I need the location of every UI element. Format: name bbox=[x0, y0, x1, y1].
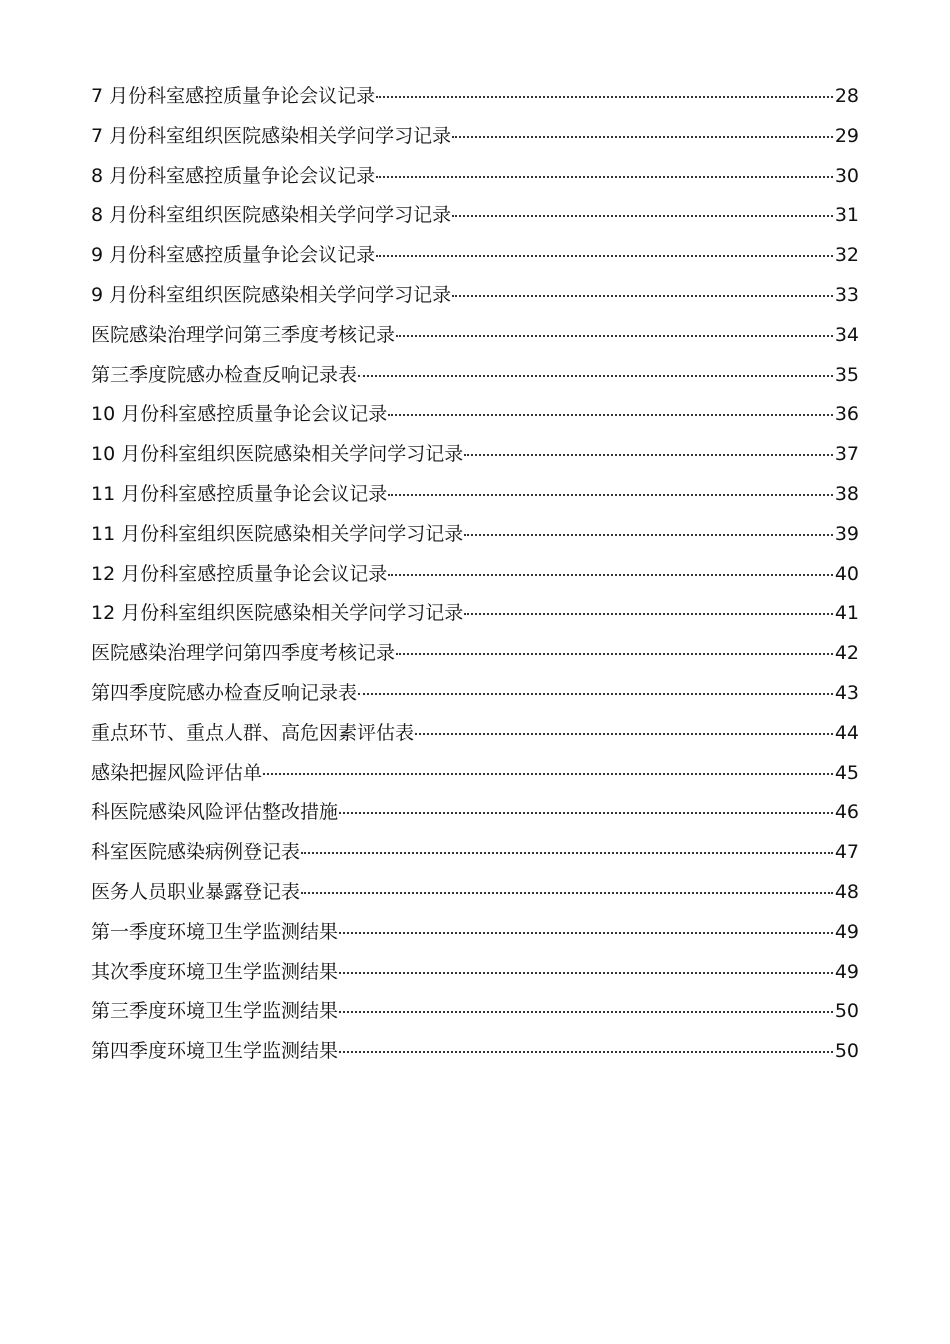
toc-entry[interactable] bbox=[91, 1032, 859, 1072]
toc-entry[interactable] bbox=[91, 873, 859, 913]
toc-entry[interactable] bbox=[91, 833, 859, 873]
toc-entry-title: 11 月份科室感控质量争论会议记录 bbox=[91, 482, 388, 505]
toc-page-number: 42 bbox=[834, 642, 859, 665]
toc-page-number: 40 bbox=[834, 562, 859, 585]
toc-entry[interactable] bbox=[91, 157, 859, 197]
toc-dot-leader bbox=[464, 613, 833, 615]
toc-entry[interactable] bbox=[91, 475, 859, 515]
toc-page-number: 45 bbox=[834, 761, 859, 784]
toc-page-number: 33 bbox=[834, 283, 859, 306]
toc-entry-title: 医务人员职业暴露登记表 bbox=[91, 880, 301, 903]
toc-entry[interactable] bbox=[91, 594, 859, 634]
toc-entry-title: 第三季度院感办检查反响记录表 bbox=[91, 363, 358, 386]
toc-entry-title: 12 月份科室感控质量争论会议记录 bbox=[91, 562, 388, 585]
toc-entry[interactable] bbox=[91, 992, 859, 1032]
toc-page-number: 39 bbox=[834, 522, 859, 545]
toc-entry-title: 医院感染治理学问第四季度考核记录 bbox=[91, 642, 396, 665]
toc-entry[interactable] bbox=[91, 276, 859, 316]
toc-entry[interactable] bbox=[91, 236, 859, 276]
toc-page-number: 43 bbox=[834, 681, 859, 704]
toc-page-number: 29 bbox=[834, 124, 859, 147]
toc-entry[interactable] bbox=[91, 555, 859, 595]
toc-page-number: 48 bbox=[834, 880, 859, 903]
toc-page-number: 50 bbox=[834, 1000, 859, 1023]
toc-page-number: 32 bbox=[834, 244, 859, 267]
toc-page-number: 46 bbox=[834, 801, 859, 824]
toc-entry[interactable] bbox=[91, 913, 859, 953]
toc-dot-leader bbox=[388, 494, 833, 496]
toc-entry-title: 10 月份科室感控质量争论会议记录 bbox=[91, 403, 388, 426]
toc-dot-leader bbox=[263, 773, 833, 775]
toc-entry-title: 10 月份科室组织医院感染相关学问学习记录 bbox=[91, 443, 464, 466]
toc-entry-title: 科医院感染风险评估整改措施 bbox=[91, 801, 339, 824]
toc-dot-leader bbox=[452, 215, 833, 217]
toc-entry-title: 感染把握风险评估单 bbox=[91, 761, 263, 784]
toc-page-number: 34 bbox=[834, 323, 859, 346]
toc-dot-leader bbox=[339, 1011, 833, 1013]
toc-page-number: 44 bbox=[834, 721, 859, 744]
toc-entry-title: 8 月份科室感控质量争论会议记录 bbox=[91, 164, 376, 187]
toc-entry[interactable] bbox=[91, 793, 859, 833]
toc-dot-leader bbox=[339, 972, 833, 974]
toc-entry[interactable] bbox=[91, 395, 859, 435]
toc-dot-leader bbox=[452, 295, 833, 297]
toc-entry-title: 第三季度环境卫生学监测结果 bbox=[91, 1000, 339, 1023]
toc-dot-leader bbox=[388, 574, 833, 576]
toc-entry-title: 第四季度院感办检查反响记录表 bbox=[91, 681, 358, 704]
toc-page-number: 41 bbox=[834, 602, 859, 625]
toc-entry[interactable] bbox=[91, 515, 859, 555]
toc-dot-leader bbox=[301, 852, 833, 854]
toc-dot-leader bbox=[358, 375, 833, 377]
toc-dot-leader bbox=[464, 534, 833, 536]
toc-entry-title: 重点环节、重点人群、高危因素评估表 bbox=[91, 721, 415, 744]
toc-page-number: 38 bbox=[834, 482, 859, 505]
toc-entry-title: 9 月份科室感控质量争论会议记录 bbox=[91, 244, 376, 267]
toc-entry[interactable] bbox=[91, 953, 859, 993]
toc-entry-title: 7 月份科室组织医院感染相关学问学习记录 bbox=[91, 124, 452, 147]
toc-entry-title: 8 月份科室组织医院感染相关学问学习记录 bbox=[91, 204, 452, 227]
toc-entry[interactable] bbox=[91, 435, 859, 475]
toc-page-number: 30 bbox=[834, 164, 859, 187]
toc-dot-leader bbox=[301, 892, 833, 894]
toc-dot-leader bbox=[415, 733, 833, 735]
toc-dot-leader bbox=[396, 653, 833, 655]
toc-entry[interactable] bbox=[91, 117, 859, 157]
toc-dot-leader bbox=[339, 1051, 833, 1053]
toc-dot-leader bbox=[376, 255, 833, 257]
toc-page-number: 49 bbox=[834, 920, 859, 943]
toc-entry[interactable] bbox=[91, 714, 859, 754]
table-of-contents bbox=[91, 77, 859, 1072]
toc-entry-title: 11 月份科室组织医院感染相关学问学习记录 bbox=[91, 522, 464, 545]
toc-entry[interactable] bbox=[91, 77, 859, 117]
toc-page-number: 47 bbox=[834, 841, 859, 864]
toc-entry-title: 9 月份科室组织医院感染相关学问学习记录 bbox=[91, 283, 452, 306]
toc-entry[interactable] bbox=[91, 674, 859, 714]
toc-dot-leader bbox=[376, 96, 833, 98]
toc-entry[interactable] bbox=[91, 316, 859, 356]
toc-entry-title: 其次季度环境卫生学监测结果 bbox=[91, 960, 339, 983]
toc-page-number: 31 bbox=[834, 204, 859, 227]
toc-entry-title: 第四季度环境卫生学监测结果 bbox=[91, 1040, 339, 1063]
toc-dot-leader bbox=[388, 414, 833, 416]
toc-page-number: 50 bbox=[834, 1040, 859, 1063]
toc-entry[interactable] bbox=[91, 754, 859, 794]
toc-entry-title: 第一季度环境卫生学监测结果 bbox=[91, 920, 339, 943]
toc-entry[interactable] bbox=[91, 634, 859, 674]
toc-dot-leader bbox=[358, 693, 833, 695]
toc-page-number: 35 bbox=[834, 363, 859, 386]
toc-dot-leader bbox=[376, 176, 833, 178]
toc-entry[interactable] bbox=[91, 196, 859, 236]
toc-dot-leader bbox=[396, 335, 833, 337]
toc-entry-title: 科室医院感染病例登记表 bbox=[91, 841, 301, 864]
toc-entry-title: 12 月份科室组织医院感染相关学问学习记录 bbox=[91, 602, 464, 625]
toc-entry[interactable] bbox=[91, 356, 859, 396]
toc-entry-title: 医院感染治理学问第三季度考核记录 bbox=[91, 323, 396, 346]
toc-dot-leader bbox=[339, 812, 833, 814]
toc-dot-leader bbox=[464, 454, 833, 456]
toc-page-number: 49 bbox=[834, 960, 859, 983]
toc-dot-leader bbox=[339, 932, 833, 934]
toc-page-number: 28 bbox=[834, 85, 859, 107]
toc-page-number: 37 bbox=[834, 443, 859, 466]
toc-page-number: 36 bbox=[834, 403, 859, 426]
toc-entry-title: 7 月份科室感控质量争论会议记录 bbox=[91, 85, 376, 107]
toc-dot-leader bbox=[452, 136, 833, 138]
